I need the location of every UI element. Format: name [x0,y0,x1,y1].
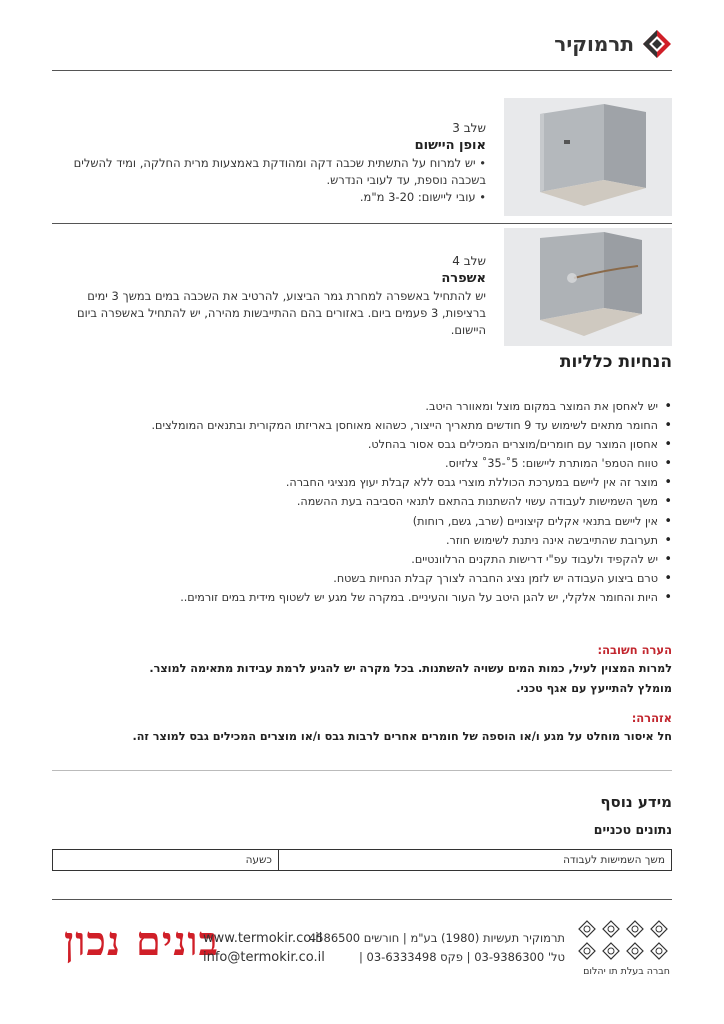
step-4-image [504,228,672,346]
brand-name: תרמוקיר [554,32,634,56]
important-note-line: מומלץ להתייעץ עם אגף טכני. [516,682,672,695]
certifications [578,920,670,977]
table-cell-value: כשעה [245,854,272,866]
corner-wall-icon [504,98,672,216]
step-4-section [52,223,672,341]
website-link[interactable]: www.termokir.co.il [203,931,323,946]
cert-icon [602,942,620,960]
footer-slogan: בונים נכון [64,918,219,965]
step-3-bullet: • יש למרוח על התשתית שכבה דקה ומהודקת באמצעות מרית החלקה, ומיד להשלים בשכבה נוספת, עד לעובי הנדרש. [73,156,486,187]
cert-icon [578,920,596,938]
more-info-title: מידע נוסף [600,793,672,811]
company-phones: טל' 03-9386300 | פקס 03-6333498 | [359,950,565,964]
step-3-number: שלב 3 [452,121,486,135]
list-item: • החומר מתאים לשימוש עד 9 חודשים מתאריך הייצור, כשהוא מאוחסן באריזתו המקורית ובתנאים המומלצים. [72,416,672,435]
cert-icon [626,942,644,960]
corner-wall-spray-icon [504,228,672,346]
list-item: • היות והחומר אלקלי, יש להגן היטב על העור והעיניים. במקרה של מגע יש לשטוף מידית במים זורמים.. [72,588,672,607]
list-item: • תערובת שהתייבשה אינה ניתנת לשימוש חוזר. [72,531,672,550]
diamond-logo-icon [642,29,672,59]
cert-icon [650,942,668,960]
step-4-number: שלב 4 [452,254,486,268]
company-address: תרמוקיר תעשיות (1980) בע"מ | חורשים 4586500 [308,931,565,945]
general-guidelines-title: הנחיות כלליות [559,352,672,372]
list-item: • יש להקפיד ולעבוד עפ"י דרישות התקנים הרלוונטיים. [72,550,672,569]
list-item: • משך השמישות לעבודה עשוי להשתנות בהתאם לתנאי הסביבה בעת ההשמה. [72,492,672,511]
warning-title: אזהרה: [631,711,672,725]
list-item: • אחסון המוצר עם חומרים/מוצרים המכילים גבס אסור בהחלט. [72,435,672,454]
email-link[interactable]: info@termokir.co.il [203,950,325,965]
general-guidelines-list [72,397,672,607]
list-item: • טווח הטמפ' המותרת ליישום: 5˚-35˚ צלזיוס. [72,454,672,473]
step-3-image [504,98,672,216]
certifications-caption: חברה בעלת תו יהלום [583,966,670,977]
warning-line: חל איסור מוחלט על מגע ו/או הוספה של חומרים אחרים לרבות גבס ו/או מוצרים המכילים גבס למוצר זה. [132,730,672,743]
cert-icon [626,920,644,938]
step-3-section [52,86,672,224]
step-4-title: אשפרה [441,271,486,286]
technical-data-title: נתונים טכניים [593,822,672,837]
list-item: • טרם ביצוע העבודה יש לזמן נציג החברה לצורך קבלת הנחיות בשטח. [72,569,672,588]
cert-icon [578,942,596,960]
step-4-text: יש להתחיל באשפרה למחרת גמר הביצוע, להרטיב את השכבה במים במשך 3 ימים ברציפות, 3 פעמים ביום. באזורים בהם ההתייבשות מהירה, יש להתחיל באשפרה ביום היישום. [77,289,486,337]
list-item: • אין ליישם בתנאי אקלים קיצוניים (שרב, גשם, רוחות) [72,512,672,531]
list-item: • יש לאחסן את המוצר במקום מוצל ומאוורר היטב. [72,397,672,416]
important-note-line: למרות המצוין לעיל, כמות המים עשויה להשתנות. בכל מקרה יש להגיע לרמת עבידות מתאימה למוצר. [149,662,672,675]
list-item: • מוצר זה אין ליישם במערכת הכוללת מוצרי גבס ללא קבלת יעוץ מנציגי החברה. [72,473,672,492]
header [52,0,672,71]
table-cell-key: משך השמישות לעבודה [278,850,671,870]
important-note-title: הערה חשובה: [597,643,672,657]
step-3-title: אופן היישום [414,138,486,153]
divider [52,770,672,771]
footer-divider [52,899,672,900]
technical-data-table [52,849,672,871]
step-3-bullet: • עובי ליישום: 3-20 מ"מ. [359,190,486,204]
cert-icon [602,920,620,938]
brand-logo[interactable] [554,26,672,62]
cert-icon [650,920,668,938]
